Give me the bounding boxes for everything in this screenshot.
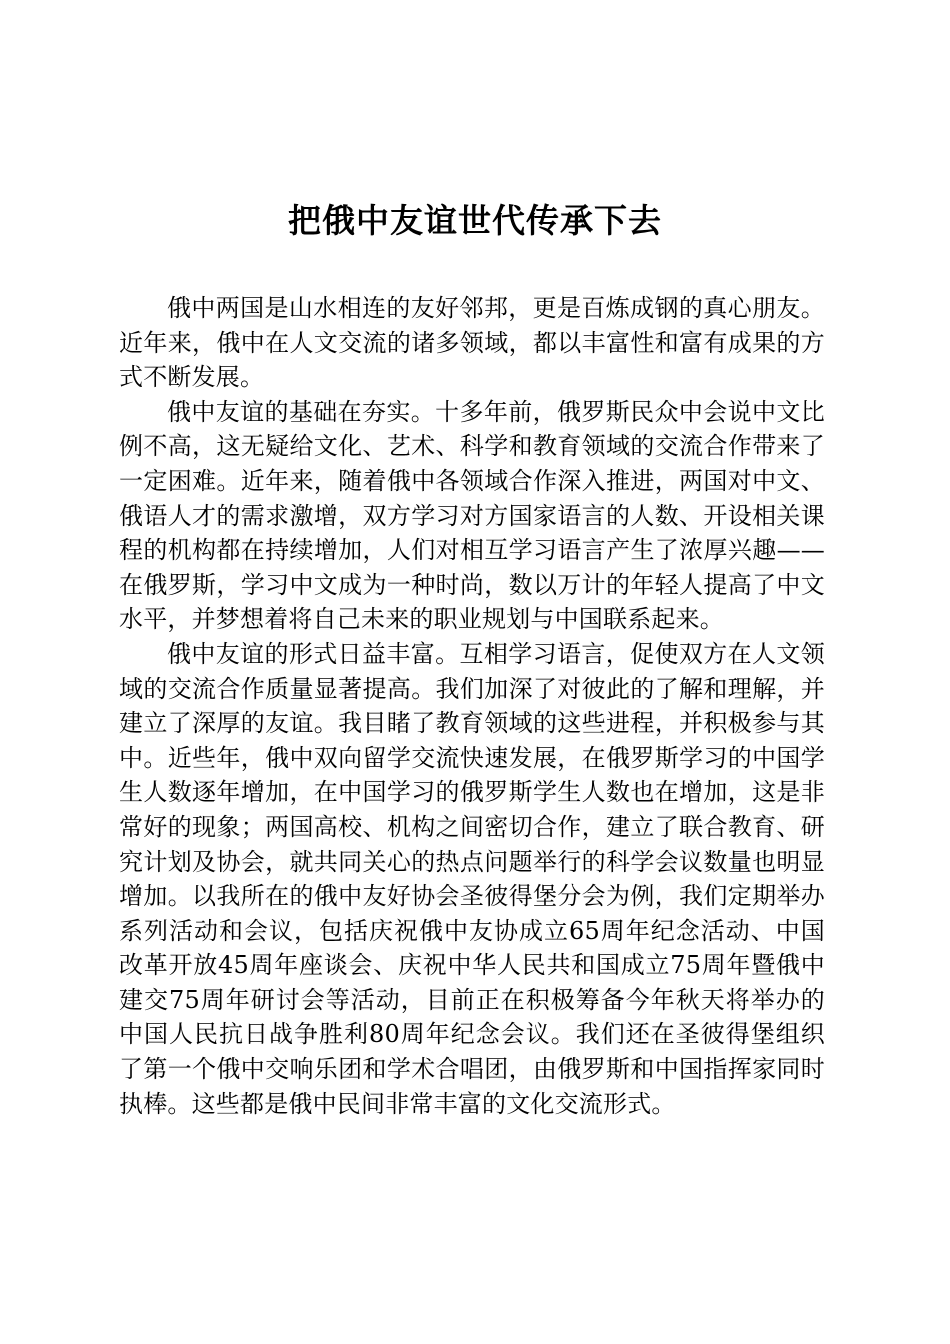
- paragraph-3: 俄中友谊的形式日益丰富。互相学习语言，促使双方在人文领域的交流合作质量显著提高。我们加深了对彼此的了解和理解，并建立了深厚的友谊。我目睹了教育领域的这些进程，并积极参与其中。近些年，俄中双向留学交流快速发展，在俄罗斯学习的中国学生人数逐年增加，在中国学习的俄罗斯学生人数也在增加，这是非常好的现象；两国高校、机构之间密切合作，建立了联合教育、研究计划及协会，就共同关心的热点问题举行的科学会议数量也明显增加。以我所在的俄中友好协会圣彼得堡分会为例，我们定期举办系列活动和会议，包括庆祝俄中友协成立65周年纪念活动、中国改革开放45周年座谈会、庆祝中华人民共和国成立75周年暨俄中建交75周年研讨会等活动，目前正在积极筹备今年秋天将举办的中国人民抗日战争胜利80周年纪念会议。我们还在圣彼得堡组织了第一个俄中交响乐团和学术合唱团，由俄罗斯和中国指挥家同时执棒。这些都是俄中民间非常丰富的文化交流形式。: [119, 639, 825, 1118]
- article-body: [119, 291, 825, 1121]
- paragraph-2: 俄中友谊的基础在夯实。十多年前，俄罗斯民众中会说中文比例不高，这无疑给文化、艺术、科学和教育领域的交流合作带来了一定困难。近年来，随着俄中各领域合作深入推进，两国对中文、俄语人才的需求激增，双方学习对方国家语言的人数、开设相关课程的机构都在持续增加，人们对相互学习语言产生了浓厚兴趣——在俄罗斯，学习中文成为一种时尚，数以万计的年轻人提高了中文水平，并梦想着将自己未来的职业规划与中国联系起来。: [119, 397, 825, 634]
- article-title: 把俄中友谊世代传承下去: [288, 201, 662, 240]
- paragraph-1: 俄中两国是山水相连的友好邻邦，更是百炼成钢的真心朋友。近年来，俄中在人文交流的诸多领域，都以丰富性和富有成果的方式不断发展。: [119, 294, 825, 392]
